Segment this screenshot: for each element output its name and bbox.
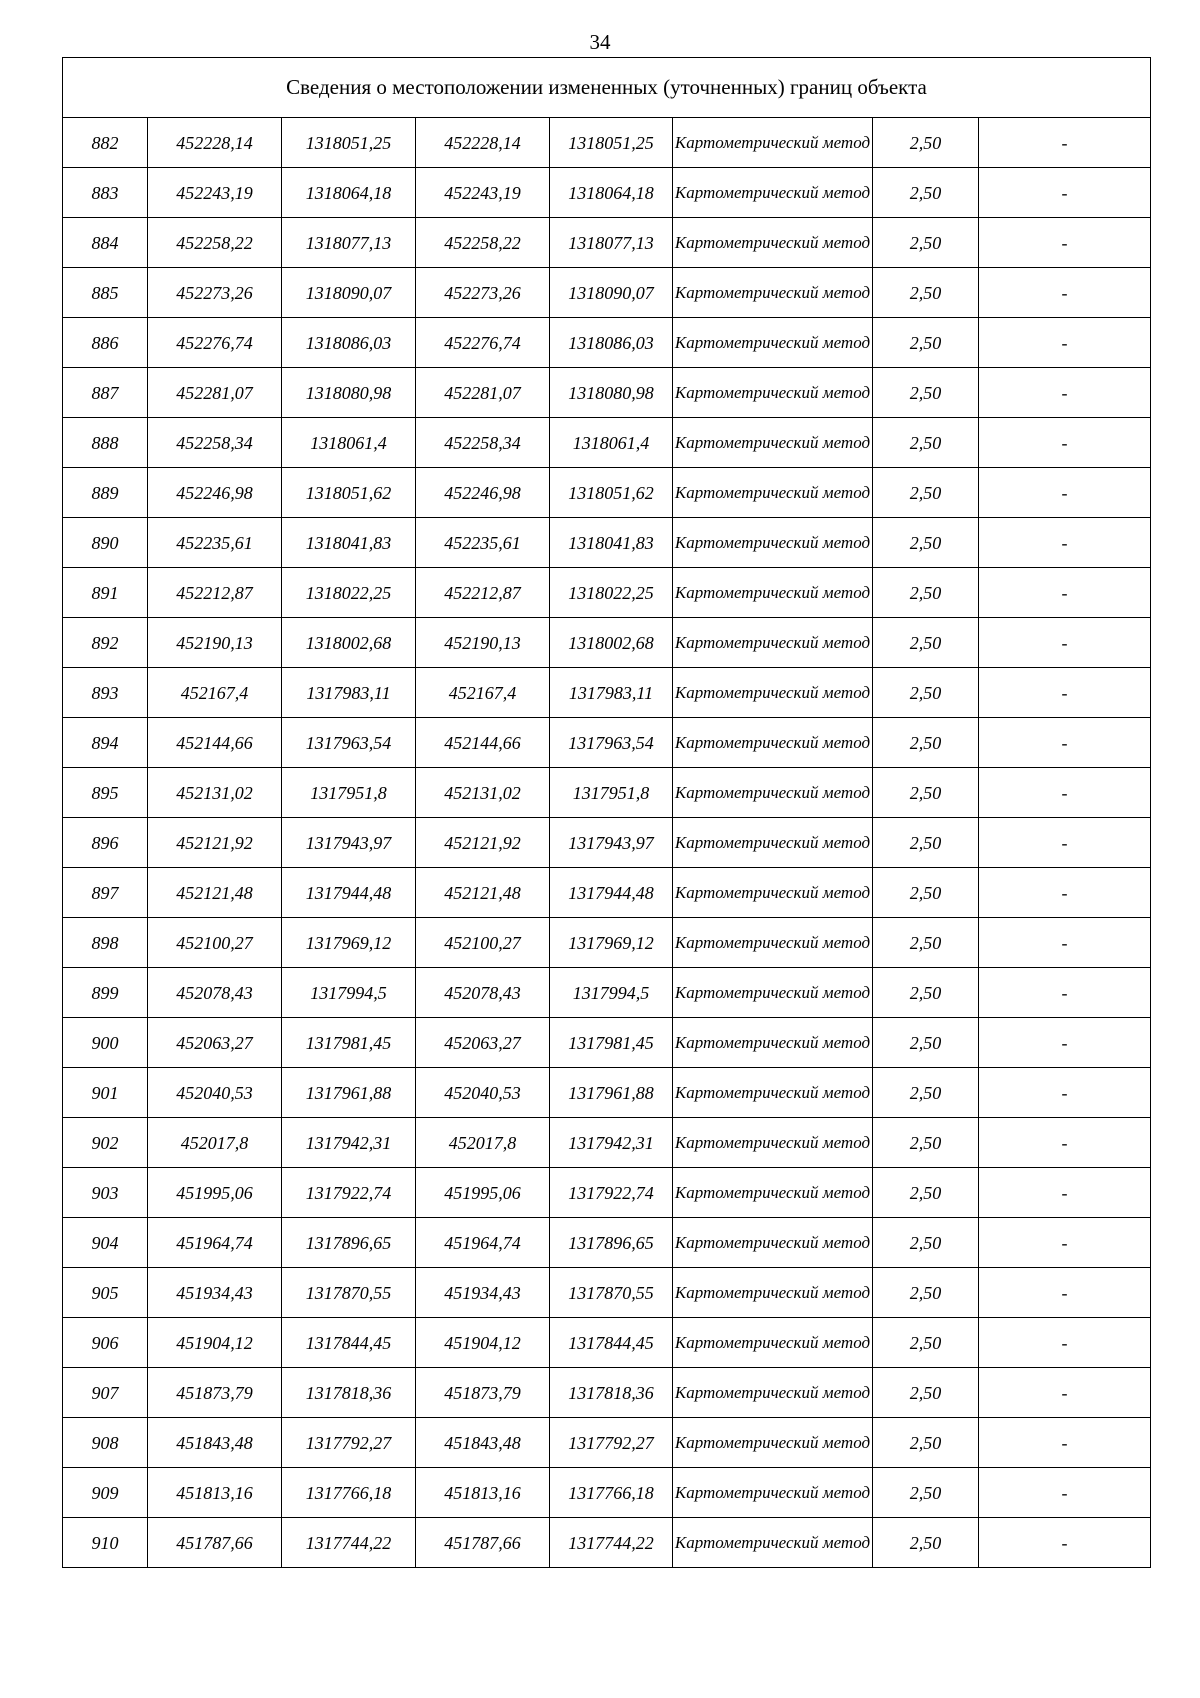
method-cell: Картометрический метод <box>673 918 873 968</box>
description-cell: - <box>979 1368 1151 1418</box>
accuracy-cell: 2,50 <box>873 168 979 218</box>
existing-y-cell: 1317943,97 <box>282 818 416 868</box>
description-cell: - <box>979 718 1151 768</box>
existing-x-cell: 451843,48 <box>148 1418 282 1468</box>
point-number-cell: 908 <box>63 1418 148 1468</box>
description-cell: - <box>979 818 1151 868</box>
refined-x-cell: 452281,07 <box>416 368 550 418</box>
refined-x-cell: 452040,53 <box>416 1068 550 1118</box>
refined-x-cell: 452246,98 <box>416 468 550 518</box>
table-row <box>63 1468 1151 1518</box>
method-cell: Картометрический метод <box>673 468 873 518</box>
point-number-cell: 906 <box>63 1318 148 1368</box>
accuracy-cell: 2,50 <box>873 1468 979 1518</box>
existing-x-cell: 452167,4 <box>148 668 282 718</box>
refined-y-cell: 1317961,88 <box>550 1068 673 1118</box>
existing-x-cell: 451873,79 <box>148 1368 282 1418</box>
refined-x-cell: 452121,92 <box>416 818 550 868</box>
accuracy-cell: 2,50 <box>873 218 979 268</box>
refined-y-cell: 1317981,45 <box>550 1018 673 1068</box>
table-row <box>63 618 1151 668</box>
refined-x-cell: 452258,34 <box>416 418 550 468</box>
table-row <box>63 418 1151 468</box>
point-number-cell: 888 <box>63 418 148 468</box>
refined-y-cell: 1318061,4 <box>550 418 673 468</box>
method-cell: Картометрический метод <box>673 1168 873 1218</box>
table-row <box>63 1418 1151 1468</box>
accuracy-cell: 2,50 <box>873 568 979 618</box>
accuracy-cell: 2,50 <box>873 1218 979 1268</box>
point-number-cell: 891 <box>63 568 148 618</box>
point-number-cell: 899 <box>63 968 148 1018</box>
accuracy-cell: 2,50 <box>873 118 979 168</box>
table-row <box>63 1068 1151 1118</box>
table-row <box>63 1118 1151 1168</box>
accuracy-cell: 2,50 <box>873 518 979 568</box>
method-cell: Картометрический метод <box>673 1368 873 1418</box>
table-row <box>63 1518 1151 1568</box>
refined-x-cell: 452063,27 <box>416 1018 550 1068</box>
existing-x-cell: 452121,48 <box>148 868 282 918</box>
table-row <box>63 868 1151 918</box>
refined-x-cell: 452121,48 <box>416 868 550 918</box>
existing-x-cell: 451964,74 <box>148 1218 282 1268</box>
existing-y-cell: 1317942,31 <box>282 1118 416 1168</box>
existing-x-cell: 451813,16 <box>148 1468 282 1518</box>
point-number-cell: 883 <box>63 168 148 218</box>
existing-y-cell: 1318090,07 <box>282 268 416 318</box>
refined-y-cell: 1317922,74 <box>550 1168 673 1218</box>
description-cell: - <box>979 1118 1151 1168</box>
accuracy-cell: 2,50 <box>873 1318 979 1368</box>
existing-y-cell: 1318077,13 <box>282 218 416 268</box>
refined-x-cell: 452258,22 <box>416 218 550 268</box>
refined-x-cell: 452228,14 <box>416 118 550 168</box>
table-row <box>63 1168 1151 1218</box>
table-row <box>63 1218 1151 1268</box>
refined-x-cell: 452078,43 <box>416 968 550 1018</box>
description-cell: - <box>979 118 1151 168</box>
method-cell: Картометрический метод <box>673 168 873 218</box>
description-cell: - <box>979 168 1151 218</box>
table-row <box>63 718 1151 768</box>
point-number-cell: 893 <box>63 668 148 718</box>
table-row <box>63 668 1151 718</box>
existing-x-cell: 452017,8 <box>148 1118 282 1168</box>
refined-x-cell: 452243,19 <box>416 168 550 218</box>
refined-x-cell: 452276,74 <box>416 318 550 368</box>
accuracy-cell: 2,50 <box>873 1068 979 1118</box>
method-cell: Картометрический метод <box>673 1118 873 1168</box>
refined-x-cell: 452017,8 <box>416 1118 550 1168</box>
method-cell: Картометрический метод <box>673 1468 873 1518</box>
method-cell: Картометрический метод <box>673 418 873 468</box>
existing-x-cell: 452212,87 <box>148 568 282 618</box>
existing-y-cell: 1318002,68 <box>282 618 416 668</box>
accuracy-cell: 2,50 <box>873 268 979 318</box>
refined-y-cell: 1318051,25 <box>550 118 673 168</box>
point-number-cell: 884 <box>63 218 148 268</box>
point-number-cell: 904 <box>63 1218 148 1268</box>
refined-y-cell: 1317963,54 <box>550 718 673 768</box>
table-row <box>63 1268 1151 1318</box>
existing-y-cell: 1317766,18 <box>282 1468 416 1518</box>
description-cell: - <box>979 218 1151 268</box>
accuracy-cell: 2,50 <box>873 1268 979 1318</box>
refined-y-cell: 1317944,48 <box>550 868 673 918</box>
accuracy-cell: 2,50 <box>873 918 979 968</box>
refined-x-cell: 451873,79 <box>416 1368 550 1418</box>
method-cell: Картометрический метод <box>673 718 873 768</box>
description-cell: - <box>979 918 1151 968</box>
refined-x-cell: 451934,43 <box>416 1268 550 1318</box>
page-number: 34 <box>589 30 611 54</box>
accuracy-cell: 2,50 <box>873 968 979 1018</box>
description-cell: - <box>979 1068 1151 1118</box>
method-cell: Картометрический метод <box>673 668 873 718</box>
description-cell: - <box>979 518 1151 568</box>
method-cell: Картометрический метод <box>673 1018 873 1068</box>
refined-y-cell: 1318077,13 <box>550 218 673 268</box>
existing-y-cell: 1317963,54 <box>282 718 416 768</box>
table-row <box>63 968 1151 1018</box>
table-row <box>63 118 1151 168</box>
accuracy-cell: 2,50 <box>873 1418 979 1468</box>
refined-x-cell: 452100,27 <box>416 918 550 968</box>
description-cell: - <box>979 1518 1151 1568</box>
method-cell: Картометрический метод <box>673 518 873 568</box>
method-cell: Картометрический метод <box>673 368 873 418</box>
accuracy-cell: 2,50 <box>873 318 979 368</box>
existing-y-cell: 1317844,45 <box>282 1318 416 1368</box>
point-number-cell: 894 <box>63 718 148 768</box>
method-cell: Картометрический метод <box>673 1318 873 1368</box>
point-number-cell: 907 <box>63 1368 148 1418</box>
point-number-cell: 905 <box>63 1268 148 1318</box>
point-number-cell: 902 <box>63 1118 148 1168</box>
description-cell: - <box>979 868 1151 918</box>
existing-y-cell: 1318064,18 <box>282 168 416 218</box>
table-row <box>63 368 1151 418</box>
method-cell: Картометрический метод <box>673 568 873 618</box>
point-number-cell: 890 <box>63 518 148 568</box>
table-row <box>63 1318 1151 1368</box>
refined-y-cell: 1317951,8 <box>550 768 673 818</box>
table-row <box>63 218 1151 268</box>
existing-y-cell: 1318022,25 <box>282 568 416 618</box>
table-row <box>63 518 1151 568</box>
point-number-cell: 909 <box>63 1468 148 1518</box>
refined-y-cell: 1317744,22 <box>550 1518 673 1568</box>
existing-x-cell: 452276,74 <box>148 318 282 368</box>
refined-y-cell: 1317983,11 <box>550 668 673 718</box>
description-cell: - <box>979 1018 1151 1068</box>
existing-y-cell: 1317951,8 <box>282 768 416 818</box>
table-row <box>63 318 1151 368</box>
table-row <box>63 568 1151 618</box>
refined-x-cell: 451964,74 <box>416 1218 550 1268</box>
refined-y-cell: 1318080,98 <box>550 368 673 418</box>
table-row <box>63 818 1151 868</box>
existing-x-cell: 452258,34 <box>148 418 282 468</box>
existing-y-cell: 1317961,88 <box>282 1068 416 1118</box>
existing-y-cell: 1318080,98 <box>282 368 416 418</box>
accuracy-cell: 2,50 <box>873 1018 979 1068</box>
refined-x-cell: 451787,66 <box>416 1518 550 1568</box>
point-number-cell: 898 <box>63 918 148 968</box>
existing-y-cell: 1318086,03 <box>282 318 416 368</box>
method-cell: Картометрический метод <box>673 118 873 168</box>
description-cell: - <box>979 768 1151 818</box>
existing-x-cell: 452258,22 <box>148 218 282 268</box>
existing-y-cell: 1317983,11 <box>282 668 416 718</box>
method-cell: Картометрический метод <box>673 1418 873 1468</box>
accuracy-cell: 2,50 <box>873 668 979 718</box>
description-cell: - <box>979 368 1151 418</box>
description-cell: - <box>979 1218 1151 1268</box>
accuracy-cell: 2,50 <box>873 1168 979 1218</box>
point-number-cell: 882 <box>63 118 148 168</box>
point-number-cell: 886 <box>63 318 148 368</box>
accuracy-cell: 2,50 <box>873 768 979 818</box>
existing-x-cell: 452281,07 <box>148 368 282 418</box>
existing-y-cell: 1317944,48 <box>282 868 416 918</box>
method-cell: Картометрический метод <box>673 868 873 918</box>
point-number-cell: 903 <box>63 1168 148 1218</box>
existing-y-cell: 1317981,45 <box>282 1018 416 1068</box>
description-cell: - <box>979 1168 1151 1218</box>
method-cell: Картометрический метод <box>673 768 873 818</box>
existing-y-cell: 1317818,36 <box>282 1368 416 1418</box>
refined-y-cell: 1317766,18 <box>550 1468 673 1518</box>
table-row <box>63 168 1151 218</box>
existing-y-cell: 1317969,12 <box>282 918 416 968</box>
accuracy-cell: 2,50 <box>873 818 979 868</box>
refined-y-cell: 1317942,31 <box>550 1118 673 1168</box>
accuracy-cell: 2,50 <box>873 418 979 468</box>
method-cell: Картометрический метод <box>673 218 873 268</box>
refined-y-cell: 1317792,27 <box>550 1418 673 1468</box>
existing-x-cell: 451787,66 <box>148 1518 282 1568</box>
refined-y-cell: 1318090,07 <box>550 268 673 318</box>
point-number-cell: 896 <box>63 818 148 868</box>
point-number-cell: 892 <box>63 618 148 668</box>
description-cell: - <box>979 418 1151 468</box>
description-cell: - <box>979 1318 1151 1368</box>
method-cell: Картометрический метод <box>673 268 873 318</box>
point-number-cell: 900 <box>63 1018 148 1068</box>
refined-y-cell: 1317870,55 <box>550 1268 673 1318</box>
existing-x-cell: 452100,27 <box>148 918 282 968</box>
refined-y-cell: 1318022,25 <box>550 568 673 618</box>
existing-x-cell: 452273,26 <box>148 268 282 318</box>
description-cell: - <box>979 668 1151 718</box>
refined-x-cell: 451813,16 <box>416 1468 550 1518</box>
accuracy-cell: 2,50 <box>873 868 979 918</box>
existing-x-cell: 452040,53 <box>148 1068 282 1118</box>
existing-x-cell: 451934,43 <box>148 1268 282 1318</box>
refined-y-cell: 1317896,65 <box>550 1218 673 1268</box>
existing-x-cell: 451904,12 <box>148 1318 282 1368</box>
accuracy-cell: 2,50 <box>873 468 979 518</box>
refined-y-cell: 1317943,97 <box>550 818 673 868</box>
description-cell: - <box>979 1268 1151 1318</box>
description-cell: - <box>979 1468 1151 1518</box>
table-row <box>63 268 1151 318</box>
table-body <box>63 118 1151 1568</box>
existing-y-cell: 1317994,5 <box>282 968 416 1018</box>
description-cell: - <box>979 468 1151 518</box>
refined-y-cell: 1318051,62 <box>550 468 673 518</box>
refined-y-cell: 1317844,45 <box>550 1318 673 1368</box>
method-cell: Картометрический метод <box>673 968 873 1018</box>
table-row <box>63 1368 1151 1418</box>
refined-x-cell: 452235,61 <box>416 518 550 568</box>
existing-x-cell: 452235,61 <box>148 518 282 568</box>
accuracy-cell: 2,50 <box>873 1118 979 1168</box>
accuracy-cell: 2,50 <box>873 1368 979 1418</box>
existing-y-cell: 1318051,62 <box>282 468 416 518</box>
method-cell: Картометрический метод <box>673 1268 873 1318</box>
method-cell: Картометрический метод <box>673 1218 873 1268</box>
refined-x-cell: 452190,13 <box>416 618 550 668</box>
existing-x-cell: 452078,43 <box>148 968 282 1018</box>
method-cell: Картометрический метод <box>673 1068 873 1118</box>
refined-x-cell: 452144,66 <box>416 718 550 768</box>
description-cell: - <box>979 1418 1151 1468</box>
point-number-cell: 897 <box>63 868 148 918</box>
method-cell: Картометрический метод <box>673 818 873 868</box>
point-number-cell: 885 <box>63 268 148 318</box>
method-cell: Картометрический метод <box>673 618 873 668</box>
method-cell: Картометрический метод <box>673 318 873 368</box>
existing-y-cell: 1317922,74 <box>282 1168 416 1218</box>
refined-y-cell: 1318041,83 <box>550 518 673 568</box>
accuracy-cell: 2,50 <box>873 368 979 418</box>
table-row <box>63 918 1151 968</box>
existing-x-cell: 452144,66 <box>148 718 282 768</box>
refined-x-cell: 451904,12 <box>416 1318 550 1368</box>
existing-y-cell: 1317870,55 <box>282 1268 416 1318</box>
refined-x-cell: 452131,02 <box>416 768 550 818</box>
description-cell: - <box>979 268 1151 318</box>
refined-y-cell: 1317969,12 <box>550 918 673 968</box>
existing-y-cell: 1318051,25 <box>282 118 416 168</box>
existing-y-cell: 1317896,65 <box>282 1218 416 1268</box>
existing-x-cell: 451995,06 <box>148 1168 282 1218</box>
boundary-coordinates-table <box>62 57 1151 1568</box>
existing-x-cell: 452131,02 <box>148 768 282 818</box>
refined-y-cell: 1318064,18 <box>550 168 673 218</box>
existing-x-cell: 452190,13 <box>148 618 282 668</box>
description-cell: - <box>979 568 1151 618</box>
point-number-cell: 895 <box>63 768 148 818</box>
accuracy-cell: 2,50 <box>873 618 979 668</box>
refined-y-cell: 1317994,5 <box>550 968 673 1018</box>
refined-x-cell: 452167,4 <box>416 668 550 718</box>
refined-y-cell: 1317818,36 <box>550 1368 673 1418</box>
existing-x-cell: 452243,19 <box>148 168 282 218</box>
refined-x-cell: 451843,48 <box>416 1418 550 1468</box>
accuracy-cell: 2,50 <box>873 1518 979 1568</box>
existing-x-cell: 452063,27 <box>148 1018 282 1068</box>
point-number-cell: 889 <box>63 468 148 518</box>
refined-x-cell: 452212,87 <box>416 568 550 618</box>
point-number-cell: 901 <box>63 1068 148 1118</box>
existing-y-cell: 1318061,4 <box>282 418 416 468</box>
table-row <box>63 768 1151 818</box>
method-cell: Картометрический метод <box>673 1518 873 1568</box>
description-cell: - <box>979 318 1151 368</box>
table-row <box>63 468 1151 518</box>
existing-y-cell: 1317792,27 <box>282 1418 416 1468</box>
refined-y-cell: 1318086,03 <box>550 318 673 368</box>
existing-y-cell: 1318041,83 <box>282 518 416 568</box>
point-number-cell: 887 <box>63 368 148 418</box>
description-cell: - <box>979 968 1151 1018</box>
refined-y-cell: 1318002,68 <box>550 618 673 668</box>
table-header: Сведения о местоположении измененных (уточненных) границ объекта <box>63 58 1151 118</box>
refined-x-cell: 451995,06 <box>416 1168 550 1218</box>
point-number-cell: 910 <box>63 1518 148 1568</box>
existing-x-cell: 452228,14 <box>148 118 282 168</box>
table-row <box>63 1018 1151 1068</box>
existing-x-cell: 452246,98 <box>148 468 282 518</box>
existing-y-cell: 1317744,22 <box>282 1518 416 1568</box>
description-cell: - <box>979 618 1151 668</box>
refined-x-cell: 452273,26 <box>416 268 550 318</box>
existing-x-cell: 452121,92 <box>148 818 282 868</box>
accuracy-cell: 2,50 <box>873 718 979 768</box>
